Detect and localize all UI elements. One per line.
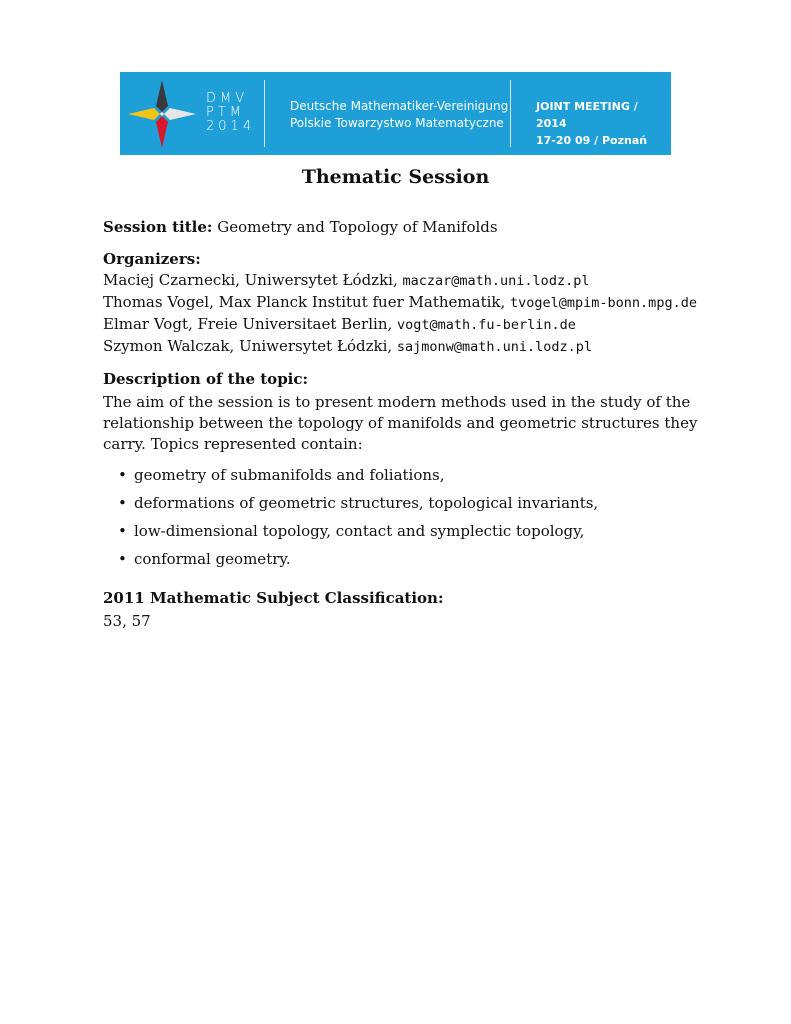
session-title-value: Geometry and Topology of Manifolds (217, 218, 498, 236)
organizer-item: Thomas Vogel, Max Planck Institut fuer Mathematik, tvogel@mpim-bonn.mpg.de (103, 293, 697, 311)
description-intro: The aim of the session is to present modern methods used in the study of the relationship between the topology of manifolds and geometric structures they carry. Topics represented contain: (103, 393, 698, 453)
header-banner (120, 72, 671, 155)
organizer-email: tvogel@mpim-bonn.mpg.de (510, 295, 697, 311)
banner-divider (264, 80, 265, 147)
msc-value: 53, 57 (103, 612, 151, 630)
society-ptm: Polskie Towarzystwo Matematyczne (290, 116, 504, 130)
description-heading: Description of the topic: (103, 370, 309, 388)
organizer-email: sajmonw@math.uni.lodz.pl (396, 339, 592, 355)
session-title (103, 217, 703, 238)
bullet-icon: • (118, 550, 127, 568)
list-item: • low-dimensional topology, contact and symplectic topology, (118, 522, 585, 540)
banner-divider (510, 80, 511, 147)
society-names (290, 98, 508, 132)
organizer-email: vogt@math.fu-berlin.de (397, 317, 576, 333)
meeting-date-place: 17-20 09 / Poznań (536, 134, 648, 147)
organizers-heading: Organizers: (103, 250, 201, 268)
conference-logo-icon (124, 76, 200, 152)
page-title: Thematic Session (301, 166, 490, 188)
meeting-title: JOINT MEETING / 2014 (536, 100, 638, 130)
organizer-item: Elmar Vogt, Freie Universitaet Berlin, vogt@math.fu-berlin.de (103, 315, 576, 333)
topics-list (103, 465, 703, 570)
list-item: • conformal geometry. (118, 550, 291, 568)
bullet-icon: • (118, 522, 127, 540)
organizer-email: maczar@math.uni.lodz.pl (402, 273, 590, 289)
society-dmv: Deutsche Mathematiker-Vereinigung (290, 99, 509, 113)
bullet-icon: • (118, 494, 127, 512)
list-item: • geometry of submanifolds and foliations, (118, 466, 445, 484)
organizer-item: Szymon Walczak, Uniwersytet Łódzki, sajmonw@math.uni.lodz.pl (103, 337, 592, 355)
session-title-label: Session title: (103, 218, 213, 236)
list-item: • deformations of geometric structures, topological invariants, (118, 494, 599, 512)
document-body (103, 217, 703, 632)
meeting-info (536, 98, 671, 149)
organizer-item: Maciej Czarnecki, Uniwersytet Łódzki, maczar@math.uni.lodz.pl (103, 271, 590, 289)
msc-heading: 2011 Mathematic Subject Classification: (103, 589, 444, 607)
dmv-ptm-2014-text: DMV PTM 2014 (206, 91, 256, 134)
organizers-list (103, 270, 703, 358)
bullet-icon: • (118, 466, 127, 484)
